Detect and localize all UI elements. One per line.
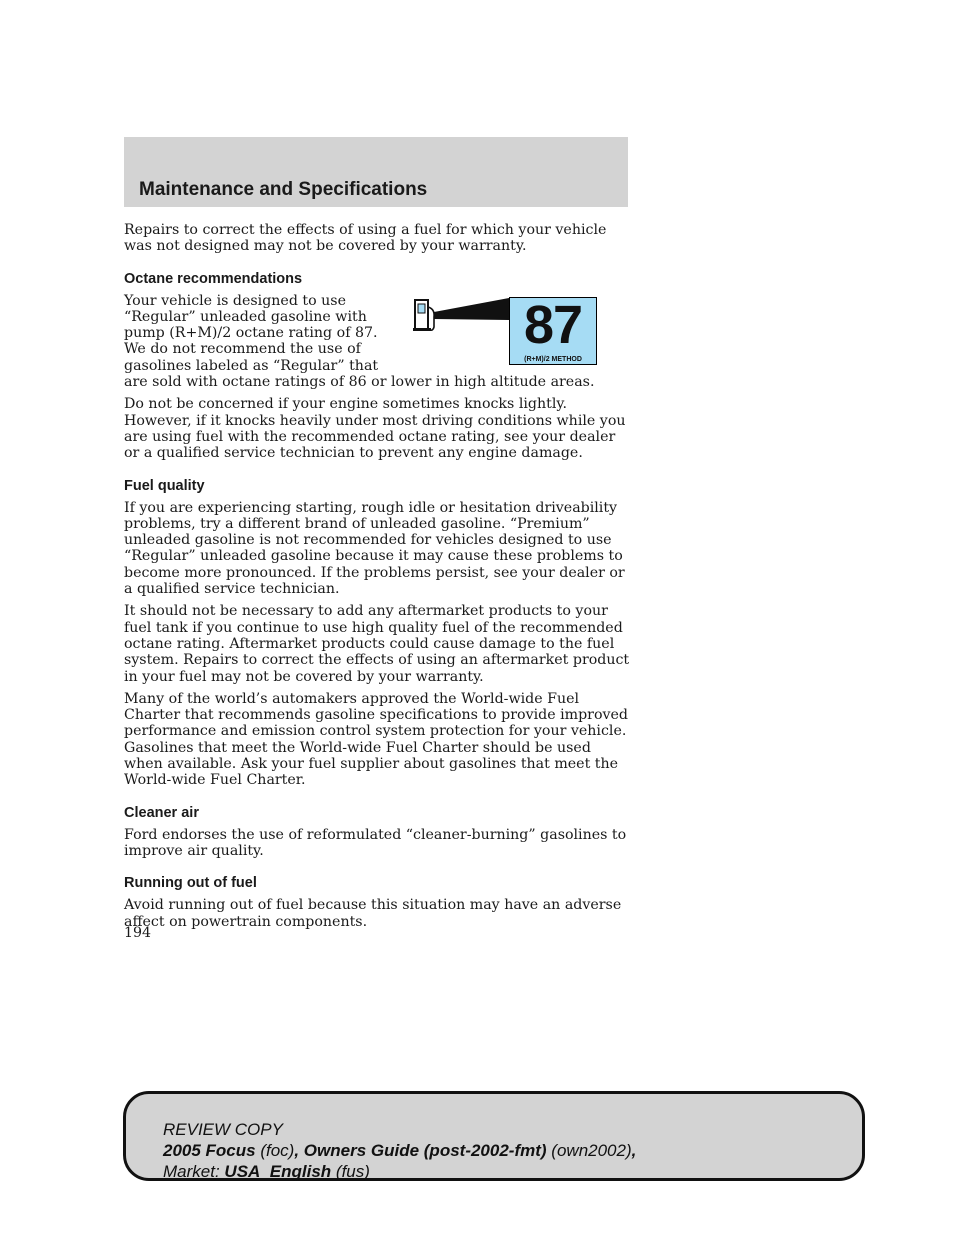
fuel-pump-icon <box>411 297 511 365</box>
review-copy-box <box>123 1091 865 1181</box>
octane-rating-label <box>509 294 597 365</box>
octane-paragraph-1: Your vehicle is designed to use “Regular” unleaded gasoline with pump (R+M)/2 octane rating of 87. We do not recommend the use of gasolines labeled as “Regular” that are sold with octane ratings of 86 or lower in high altitude areas. <box>124 292 595 391</box>
review-market-code: (fus) <box>335 1162 370 1181</box>
cleaner-air-paragraph: Ford endorses the use of reformulated “cleaner-burning” gasolines to improve air quality. <box>124 826 627 859</box>
review-guide: Owners Guide (post-2002-fmt) <box>303 1141 547 1160</box>
review-market: USA_English <box>224 1162 332 1181</box>
review-label: REVIEW COPY <box>163 1120 283 1139</box>
octane-number: 87 <box>523 294 583 355</box>
review-market-label: Market: <box>163 1162 220 1181</box>
octane-section <box>124 293 630 391</box>
fuel-quality-paragraph-1: If you are experiencing starting, rough idle or hesitation driveability problems, try a different brand of unleaded gasoline. “Premium” unleaded gasoline is not recommended for vehicles designed to use “Regular” unleaded gasoline because it may cause these problems to become more pronounced. If the problems persist, see your dealer or a qualified service technician. <box>124 499 625 598</box>
review-model: 2005 Focus <box>163 1141 256 1160</box>
review-line-1 <box>163 1119 636 1140</box>
fuel-quality-paragraph-3: Many of the world’s automakers approved the World-wide Fuel Charter that recommends gasoline specifications to provide improved performance and emission control system protection for your vehicle. Gasolines that meet the World-wide Fuel Charter should be used when available. Ask your fuel supplier about gasolines that meet the World-wide Fuel Charter. <box>124 690 628 789</box>
review-copy-text <box>163 1119 636 1182</box>
octane-paragraph-2: Do not be concerned if your engine sometimes knocks lightly. However, if it knocks heavily under most driving conditions while you are using fuel with the recommended octane rating, see your dealer or a qualified service technician to prevent any engine damage. <box>124 396 626 462</box>
intro-paragraph: Repairs to correct the effects of using a fuel for which your vehicle was not designed may not be covered by your warranty. <box>124 222 607 255</box>
section-title: Maintenance and Specifications <box>139 179 428 200</box>
fuel-quality-paragraph-2: It should not be necessary to add any aftermarket products to your fuel tank if you continue to use high quality fuel of the recommended octane rating. Aftermarket products could cause damage to the fuel system. Repairs to correct the effects of using an aftermarket product in your fuel may not be covered by your warranty. <box>124 603 630 685</box>
running-out-heading: Running out of fuel <box>124 875 257 892</box>
cleaner-air-heading: Cleaner air <box>124 804 199 821</box>
octane-method-text: (R+M)/2 METHOD <box>524 355 582 363</box>
review-guide-code: (own2002) <box>551 1141 632 1160</box>
page-content <box>124 222 630 936</box>
review-comma: , <box>631 1141 637 1160</box>
review-model-code: (foc) <box>260 1141 295 1160</box>
running-out-paragraph: Avoid running out of fuel because this situation may have an adverse affect on powertrain components. <box>124 897 622 930</box>
octane-heading: Octane recommendations <box>124 270 303 287</box>
review-line-3 <box>163 1161 636 1182</box>
octane-label-graphic <box>411 294 599 365</box>
review-line-2 <box>163 1140 636 1161</box>
review-separator: , <box>294 1141 304 1160</box>
page-number: 194 <box>124 925 152 941</box>
section-header <box>124 137 628 207</box>
fuel-quality-heading: Fuel quality <box>124 477 205 494</box>
